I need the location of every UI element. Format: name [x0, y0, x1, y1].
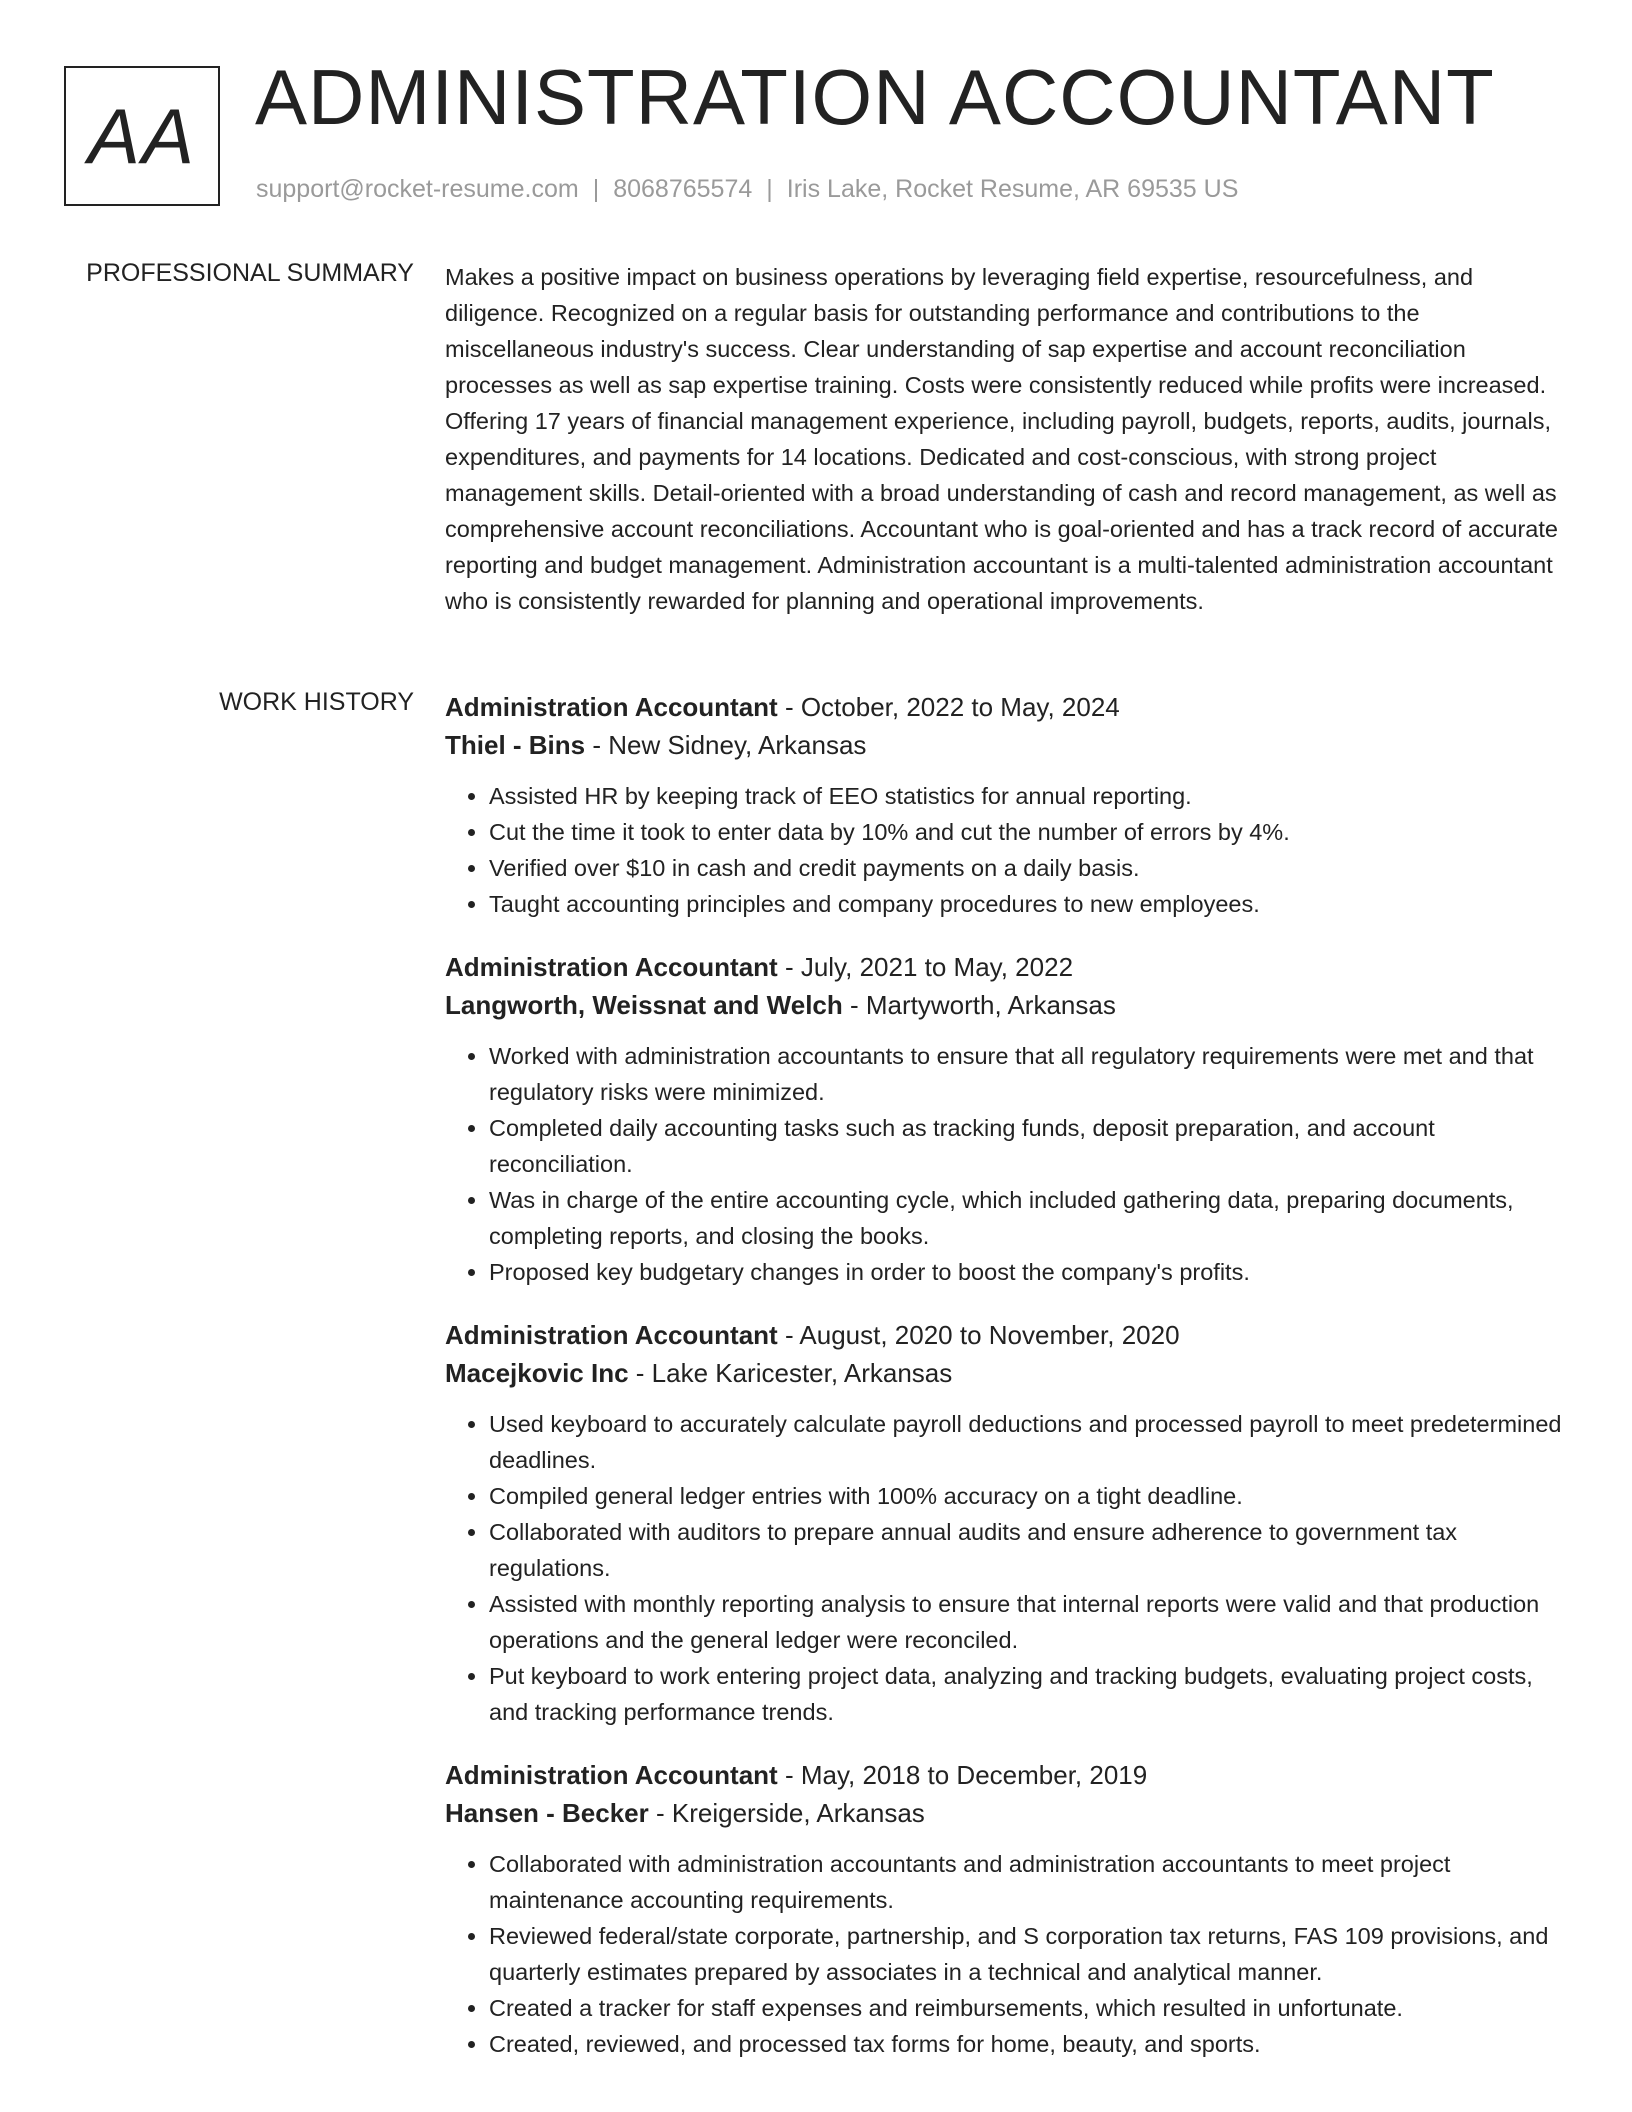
- monogram-initials: AA: [87, 91, 197, 180]
- contact-phone: 8068765574: [613, 175, 753, 203]
- job-title: Administration Accountant: [445, 692, 778, 722]
- section-label-work: WORK HISTORY: [219, 688, 414, 716]
- job-title: Administration Accountant: [445, 1760, 778, 1790]
- job-title-line: [445, 1316, 1563, 1354]
- contact-separator: |: [592, 175, 600, 203]
- job-company-line: [445, 986, 1563, 1024]
- job-bullet: • Assisted with monthly reporting analysis to ensure that internal reports were valid and that production operations and the general ledger were reconciled.: [489, 1586, 1563, 1658]
- job-dates: - October, 2022 to May, 2024: [777, 692, 1120, 722]
- job-location: - Lake Karicester, Arkansas: [628, 1358, 953, 1388]
- job-bullets: [445, 778, 1563, 922]
- job-bullet: • Completed daily accounting tasks such as tracking funds, deposit preparation, and account reconciliation.: [489, 1110, 1563, 1182]
- job-company: Thiel - Bins: [445, 730, 586, 760]
- contact-separator: |: [766, 175, 773, 203]
- job-bullet: • Compiled general ledger entries with 100% accuracy on a tight deadline.: [489, 1478, 1563, 1514]
- job-dates: - May, 2018 to December, 2019: [777, 1760, 1148, 1790]
- resume-title: ADMINISTRATION ACCOUNTANT: [255, 53, 1495, 141]
- contact-line: [256, 175, 1238, 204]
- job-title-line: [445, 948, 1563, 986]
- job-company-line: [445, 1794, 1563, 1832]
- job-location: - New Sidney, Arkansas: [585, 730, 867, 760]
- job-bullet: • Assisted HR by keeping track of EEO statistics for annual reporting.: [489, 778, 1563, 814]
- job-location: - Kreigerside, Arkansas: [648, 1798, 925, 1828]
- job-title-line: [445, 688, 1563, 726]
- job-dates: - August, 2020 to November, 2020: [777, 1320, 1180, 1350]
- job-bullet: • Was in charge of the entire accounting cycle, which included gathering data, preparing documents, completing reports, and closing the books.: [489, 1182, 1563, 1254]
- job-company: Hansen - Becker: [445, 1798, 649, 1828]
- job-title: Administration Accountant: [445, 952, 778, 982]
- job-company: Macejkovic Inc: [445, 1358, 629, 1388]
- job-title-line: [445, 1756, 1563, 1794]
- job-bullets: [445, 1846, 1563, 2062]
- job-bullet: • Taught accounting principles and company procedures to new employees.: [489, 886, 1563, 922]
- monogram-box: [64, 66, 220, 206]
- job-bullet: • Created a tracker for staff expenses and reimbursements, which resulted in unfortunate.: [489, 1990, 1563, 2026]
- job-bullet: • Reviewed federal/state corporate, partnership, and S corporation tax returns, FAS 109 provisions, and quarterly estimates prepared by associates in a technical and analytical manner.: [489, 1918, 1563, 1990]
- job-bullet: • Used keyboard to accurately calculate payroll deductions and processed payroll to meet predetermined deadlines.: [489, 1406, 1563, 1478]
- job-title: Administration Accountant: [445, 1320, 778, 1350]
- job-bullet: • Proposed key budgetary changes in order to boost the company's profits.: [489, 1254, 1563, 1290]
- job-location: - Martyworth, Arkansas: [842, 990, 1116, 1020]
- job-company: Langworth, Weissnat and Welch: [445, 990, 843, 1020]
- job-company-line: [445, 726, 1563, 764]
- work-history-body: [445, 688, 1563, 2088]
- job-bullet: • Worked with administration accountants to ensure that all regulatory requirements were met and that regulatory risks were minimized.: [489, 1038, 1563, 1110]
- contact-address: Iris Lake, Rocket Resume, AR 69535 US: [786, 175, 1239, 203]
- job-entry: [445, 1756, 1563, 2062]
- job-dates: - July, 2021 to May, 2022: [777, 952, 1074, 982]
- section-label-summary: PROFESSIONAL SUMMARY: [86, 259, 414, 287]
- job-bullets: [445, 1406, 1563, 1730]
- job-bullet: • Collaborated with administration accountants and administration accountants to meet project maintenance accounting requirements.: [489, 1846, 1563, 1918]
- job-entry: [445, 1316, 1563, 1730]
- job-bullet: • Put keyboard to work entering project data, analyzing and tracking budgets, evaluating project costs, and tracking performance trends.: [489, 1658, 1563, 1730]
- contact-email: support@rocket-resume.com: [256, 175, 579, 203]
- job-bullets: [445, 1038, 1563, 1290]
- summary-text: Makes a positive impact on business operations by leveraging field expertise, resourcefulness, and diligence. Recognized on a regular basis for outstanding performance and contributions to the miscellaneous industry's success. Clear understanding of sap expertise and account reconciliation processes as well as sap expertise training. Costs were consistently reduced while profits were increased. Offering 17 years of financial management experience, including payroll, budgets, reports, audits, journals, expenditures, and payments for 14 locations. Dedicated and cost-conscious, with strong project management skills. Detail-oriented with a broad understanding of cash and record management, as well as comprehensive account reconciliations. Accountant who is goal-oriented and has a track record of accurate reporting and budget management. Administration accountant is a multi-talented administration accountant who is consistently rewarded for planning and operational improvements.: [445, 264, 1558, 614]
- job-entry: [445, 948, 1563, 1290]
- job-company-line: [445, 1354, 1563, 1392]
- job-bullet: • Cut the time it took to enter data by 10% and cut the number of errors by 4%.: [489, 814, 1563, 850]
- job-entry: [445, 688, 1563, 922]
- job-bullet: • Verified over $10 in cash and credit payments on a daily basis.: [489, 850, 1563, 886]
- summary-body: [445, 259, 1563, 619]
- job-bullet: • Created, reviewed, and processed tax forms for home, beauty, and sports.: [489, 2026, 1563, 2062]
- job-bullet: • Collaborated with auditors to prepare annual audits and ensure adherence to government tax regulations.: [489, 1514, 1563, 1586]
